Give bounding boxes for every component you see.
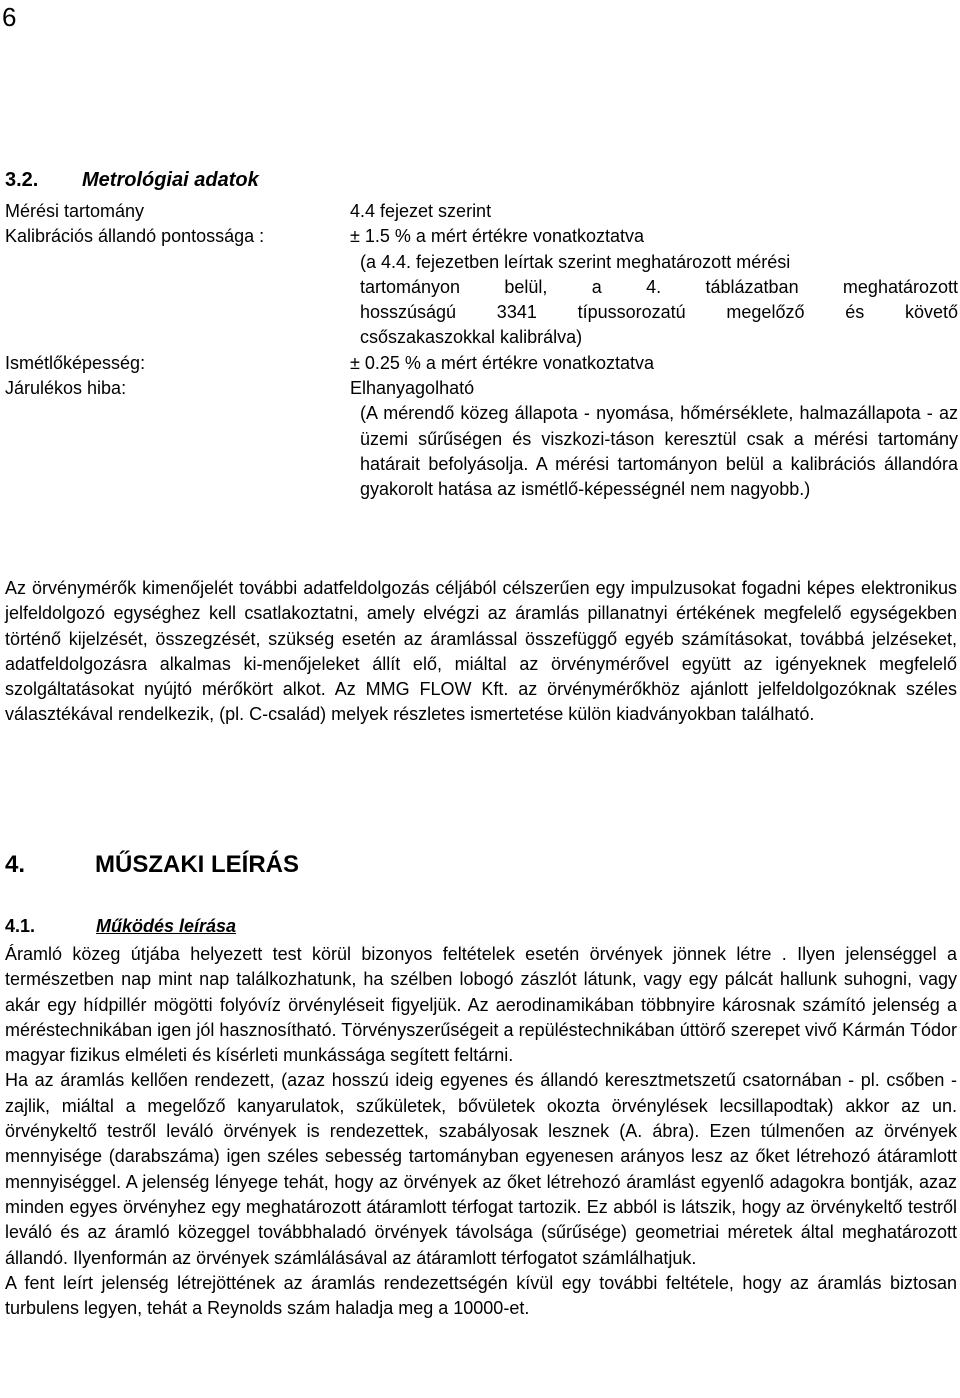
spec-row-additional-error	[5, 376, 957, 502]
spec-row-calibration-accuracy	[5, 224, 957, 350]
section-number: 4.	[5, 851, 26, 878]
spec-value	[350, 224, 958, 350]
spec-value-line: tartományon belül, a 4. táblázatban meghatározott	[360, 276, 958, 297]
section-title: MŰSZAKI LEÍRÁS	[95, 851, 299, 878]
spec-value-line: 4.4 fejezet szerint	[350, 201, 492, 221]
spec-label: Kalibrációs állandó pontossága :	[5, 226, 265, 247]
spec-row-repeatability	[5, 351, 957, 376]
spec-value	[350, 199, 958, 224]
section-title: Metrológiai adatok	[82, 169, 259, 191]
spec-value-line: Elhanyagolható	[350, 378, 475, 399]
section-heading-4-1	[5, 914, 236, 938]
page-number: 6	[2, 2, 17, 32]
spec-label: Ismétlőképesség:	[5, 352, 146, 373]
spec-note: (A mérendő közeg állapota - nyomása, hőmérséklete, halmazállapota - az üzemi sűrűségen és viszkozi-táson keresztül csak a mérési tartomány határait befolyásolja. A mérési tartományon belül a kalibrációs állandóra gyakorolt hatása az ismétlő-képességnél nem nagyobb.)	[360, 403, 958, 500]
metrology-spec-list	[5, 199, 957, 503]
body-paragraph: Áramló közeg útjába helyezett test körül bizonyos feltételek esetén örvények jönnek létre . Ilyen jelenséggel a természetben nap mint nap találkozhatunk, ha szélben lobogó zászlót látunk, vagy egy pálcát hallunk suhogni, vagy akár egy hídpillér mögötti folyóvíz örvényléseit figyeljük. Az aerodinamikában többnyire károsnak számító jelenség a méréstechnikában igen jól hasznosítható. Törvényszerűségeit a repüléstechnikában úttörő szerepet vivő Kármán Tódor magyar fizikus elméleti és kísérleti munkássága segített feltárni.	[5, 944, 957, 1066]
spec-value-line: ± 0.25 % a mért értékre vonatkoztatva	[350, 352, 655, 373]
spec-value-line: csőszakaszokkal kalibrálva)	[360, 327, 583, 348]
section-number: 3.2.	[5, 169, 39, 191]
spec-value	[350, 376, 958, 502]
spec-value	[350, 351, 958, 376]
section-title: Működés leírása	[96, 916, 237, 936]
section-heading-4	[5, 850, 299, 880]
section-heading-3-2	[5, 168, 259, 192]
spec-value-line: (a 4.4. fejezetben leírtak szerint meghatározott mérési	[360, 251, 791, 272]
spec-label: Járulékos hiba:	[5, 378, 127, 399]
signal-processing-paragraph: Az örvénymérők kimenőjelét további adatfeldolgozás céljából célszerűen egy impulzusokat fogadni képes elektronikus jelfeldolgozó egységhez kell csatlakoztatni, amely elvégzi az áramlás pillanatnyi értékének megfelelő egységekben történő kijelzését, összegzését, szükség esetén az áramlással összefüggő egyéb számításokat, továbbá jelzéseket, adatfeldolgozásra alkalmas ki-menőjeleket állít elő, miáltal az örvénymérővel együtt az igényeknek megfelelő szolgáltatásokat nyújtó mérőkört alkot. Az MMG FLOW Kft. az örvénymérőkhöz ajánlott jelfeldolgozóknak széles választékával rendelkezik, (pl. C-család) melyek részletes ismertetése külön kiadványokban található.	[5, 578, 957, 725]
spec-value-line: ± 1.5 % a mért értékre vonatkoztatva	[350, 226, 645, 247]
operation-description	[5, 942, 957, 1321]
spec-value-line: hosszúságú 3341 típussorozatú megelőző és követő	[360, 302, 958, 323]
spec-row-measuring-range	[5, 199, 957, 224]
body-paragraph: A fent leírt jelenség létrejöttének az áramlás rendezettségén kívül egy további feltétele, hogy az áramlás biztosan turbulens legyen, tehát a Reynolds szám haladja meg a 10000-et.	[5, 1272, 957, 1319]
section-number: 4.1.	[5, 916, 36, 936]
spec-label: Mérési tartomány	[5, 201, 145, 221]
body-paragraph: Ha az áramlás kellően rendezett, (azaz hosszú ideig egyenes és állandó keresztmetszetű csatornában - pl. csőben - zajlik, miáltal a megelőző kanyarulatok, szűkületek, bővületek okozta örvénylések lecsillapodtak) akkor az un. örvénykeltő testről leváló örvények is rendezettek, szabályosak lesznek (A. ábra). Ezen túlmenően az örvények mennyisége (darabszáma) igen széles sebesség tartományban egyenesen arányos lesz az őket létrehozó átáramlott mennyiséggel. A jelenség lényege tehát, hogy az örvények az őket létrehozó áramlást egyenlő adagokra bontják, azaz minden egyes örvényhez egy meghatározott átáramlott térfogat tartozik. Ez abból is látszik, hogy az örvénykeltő testről leváló és az áramló közeggel továbbhaladó örvények távolsága (sűrűsége) geometriai méretek által meghatározott állandó. Ilyenformán az örvények számlálásával az átáramlott térfogatot számlálhatjuk.	[5, 1070, 957, 1268]
